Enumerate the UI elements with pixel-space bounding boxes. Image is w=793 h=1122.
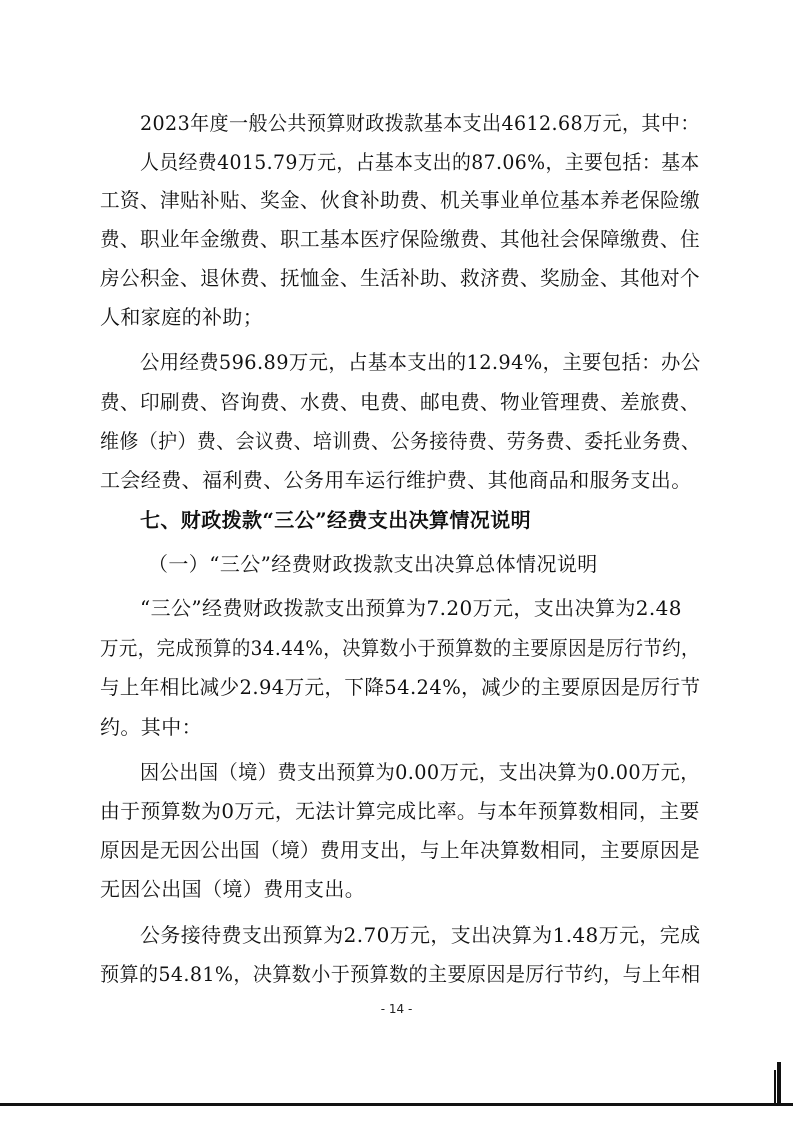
paragraph-line: 公务接待费支出预算为2.70万元，支出决算为1.48万元，完成	[140, 923, 701, 947]
paragraph-line: 工会经费、福利费、公务用车运行维护费、其他商品和服务支出。	[100, 468, 692, 492]
paragraph-line: 工资、津贴补贴、奖金、伙食补助费、机关事业单位基本养老保险缴	[100, 188, 701, 212]
subsection-heading: （一）“三公”经费财政拨款支出决算总体情况说明	[148, 552, 598, 576]
paragraph-line: 由于预算数为0万元，无法计算完成比率。与本年预算数相同，主要	[100, 799, 700, 823]
paragraph-line: 人和家庭的补助；	[100, 305, 264, 329]
paragraph-line: 与上年相比减少2.94万元，下降54.24%，减少的主要原因是厉行节	[100, 675, 701, 699]
scan-bottom-border	[0, 1103, 793, 1106]
paragraph-line: 费、职业年金缴费、职工基本医疗保险缴费、其他社会保障缴费、住	[100, 227, 701, 251]
paragraph-line: 万元，完成预算的34.44%，决算数小于预算数的主要原因是厉行节约，	[100, 636, 700, 660]
paragraph-line: 维修（护）费、会议费、培训费、公务接待费、劳务费、委托业务费、	[100, 429, 701, 453]
paragraph-line: 原因是无因公出国（境）费用支出，与上年决算数相同，主要原因是	[100, 838, 701, 862]
paragraph-line: “三公”经费财政拨款支出预算为7.20万元，支出决算为2.48	[140, 596, 682, 620]
paragraph-line: 预算的54.81%，决算数小于预算数的主要原因是厉行节约，与上年相	[100, 962, 701, 986]
paragraph-line: 费、印刷费、咨询费、水费、电费、邮电费、物业管理费、差旅费、	[100, 390, 701, 414]
paragraph-line: 人员经费4015.79万元，占基本支出的87.06%，主要包括：基本	[140, 150, 700, 174]
paragraph-line: 约。其中：	[100, 715, 202, 739]
paragraph-line: 2023年度一般公共预算财政拨款基本支出4612.68万元，其中：	[140, 111, 700, 135]
page-number: - 14 -	[380, 1002, 413, 1016]
scan-edge-mark	[777, 1062, 781, 1104]
paragraph-line: 房公积金、退休费、抚恤金、生活补助、救济费、奖励金、其他对个	[100, 266, 701, 290]
scan-edge-mark	[774, 1070, 776, 1104]
paragraph-line: 无因公出国（境）费用支出。	[100, 877, 366, 901]
paragraph-line: 因公出国（境）费支出预算为0.00万元，支出决算为0.00万元，	[140, 760, 700, 784]
section-heading: 七、财政拨款“三公”经费支出决算情况说明	[140, 508, 532, 532]
paragraph-line: 公用经费596.89万元，占基本支出的12.94%，主要包括：办公	[140, 350, 701, 374]
